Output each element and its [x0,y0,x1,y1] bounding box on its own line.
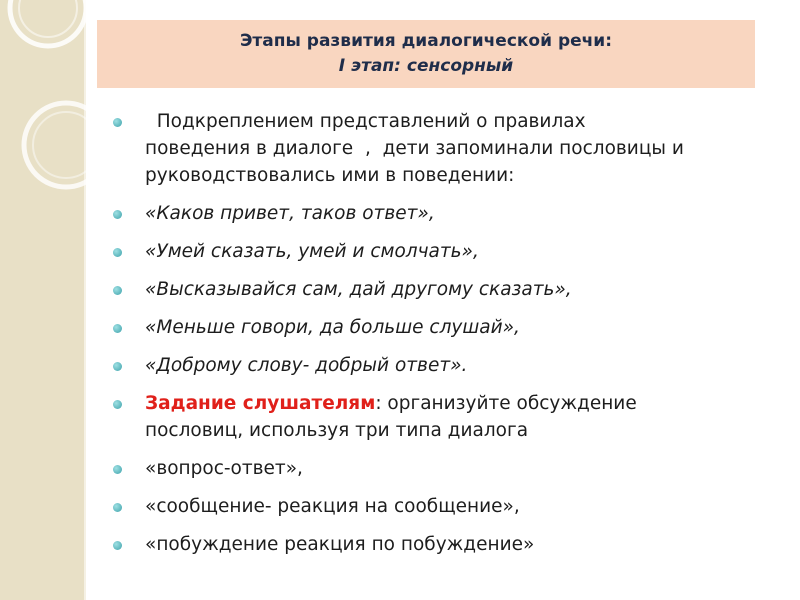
bullet-icon [113,210,122,219]
slide-title [97,20,755,88]
list-item-dialog-type [108,455,688,482]
list-item-proverb [108,352,688,379]
decorative-rings [0,0,100,200]
list-item-proverb [108,200,688,227]
bullet-icon [113,324,122,333]
bullet-icon [113,400,122,409]
list-item-text: «Доброму слову- добрый ответ». [145,355,468,376]
list-item-text: «сообщение- реакция на сообщение», [145,496,520,517]
list-item-proverb [108,238,688,265]
bullet-icon [113,503,122,512]
bullet-icon [113,465,122,474]
title-line-2: I этап: сенсорный [338,56,514,76]
list-item-text: «Каков привет, таков ответ», [145,203,435,224]
list-item-text: «Высказывайся сам, дай другому сказать», [145,279,572,300]
bullet-icon [113,541,122,550]
bullet-icon [113,118,122,127]
list-item-text: «вопрос-ответ», [145,458,303,479]
list-item-text: «побуждение реакция по побуждение» [145,534,535,555]
list-item-task [108,390,688,444]
list-item-proverb [108,314,688,341]
list-item-text: «Умей сказать, умей и смолчать», [145,241,479,262]
list-item-text: Подкреплением представлений о правилах поведения в диалоге , дети запоминали пословицы и руководствовались ими в поведении: [145,111,690,186]
list-item-dialog-type [108,493,688,520]
list-item-intro [108,108,688,189]
bullet-icon [113,286,122,295]
list-item-proverb [108,276,688,303]
list-item-dialog-type [108,531,688,558]
list-item-text: «Меньше говори, да больше слушай», [145,317,520,338]
task-text: : организуйте обсуждение пословиц, используя три типа диалога [145,393,637,441]
bullet-list [108,108,688,569]
bullet-icon [113,362,122,371]
task-label: Задание слушателям [145,393,376,414]
title-line-1: Этапы развития диалогической речи: [239,31,613,51]
bullet-icon [113,248,122,257]
